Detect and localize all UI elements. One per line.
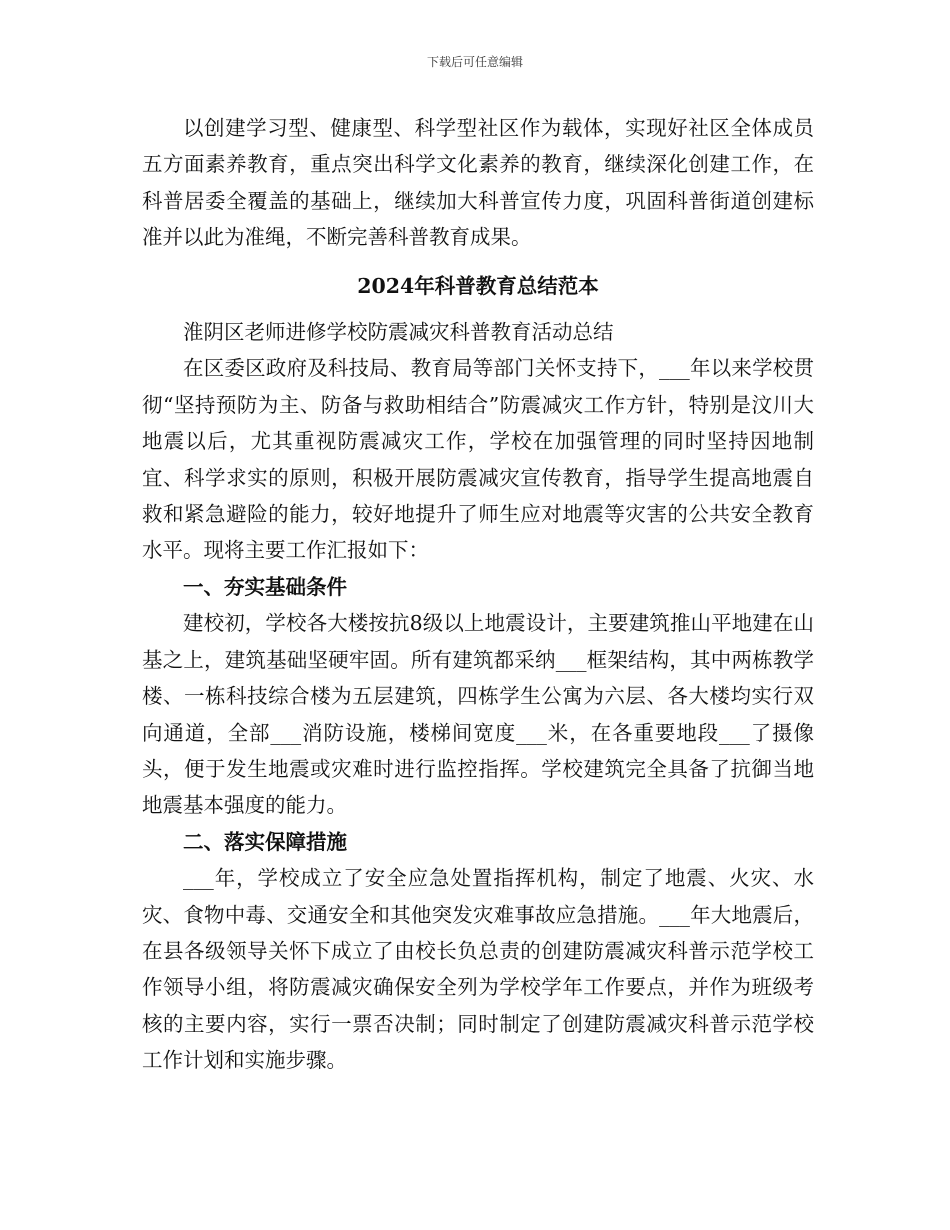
paragraph-foundation: 建校初，学校各大楼按抗8级以上地震设计，主要建筑推山平地建在山基之上，建筑基础坚硬牢固。所有建筑都采纳___框架结构，其中两栋教学楼、一栋科技综合楼为五层建筑，四栋学生公寓为六层、各大楼均实行双向通道，全部___消防设施，楼梯间宽度___米，在各重要地段___了摄像头，便于发生地震或灾难时进行监控指挥。学校建筑完全具备了抗御当地地震基本强度的能力。 <box>142 611 814 818</box>
intro-paragraph: 以创建学习型、健康型、科学型社区作为载体，实现好社区全体成员五方面素养教育，重点突出科学文化素养的教育，继续深化创建工作，在科普居委全覆盖的基础上，继续加大科普宣传力度，巩固科普街道创建标准并以此为准绳，不断完善科普教育成果。 <box>142 116 814 250</box>
document-title: 2024年科普教育总结范本 <box>357 273 599 298</box>
paragraph-overview: 在区委区政府及科技局、教育局等部门关怀支持下，___年以来学校贯彻“坚持预防为主、防备与救助相结合”防震减灾工作方针，特别是汶川大地震以后，尤其重视防震减灾工作，学校在加强管理的同时坚持因地制宜、科学求实的原则，积极开展防震减灾宣传教育，指导学生提高地震自救和紧急避险的能力，较好地提升了师生应对地震等灾害的公共安全教育水平。现将主要工作汇报如下： <box>142 356 814 563</box>
document-body <box>142 110 814 1079</box>
section-heading-foundation: 一、夯实基础条件 <box>183 574 347 599</box>
section-heading-safeguards: 二、落实保障措施 <box>183 829 347 854</box>
paragraph-safeguards: ___年，学校成立了安全应急处置指挥机构，制定了地震、火灾、水灾、食物中毒、交通安全和其他突发灾难事故应急措施。___年大地震后，在县各级领导关怀下成立了由校长负总责的创建防震减灾科普示范学校工作领导小组，将防震减灾确保安全列为学校学年工作要点，并作为班级考核的主要内容，实行一票否决制；同时制定了创建防震减灾科普示范学校工作计划和实施步骤。 <box>142 866 814 1073</box>
page-header-note: 下载后可任意编辑 <box>426 55 523 69</box>
document-subtitle: 淮阴区老师进修学校防震减灾科普教育活动总结 <box>183 320 614 345</box>
